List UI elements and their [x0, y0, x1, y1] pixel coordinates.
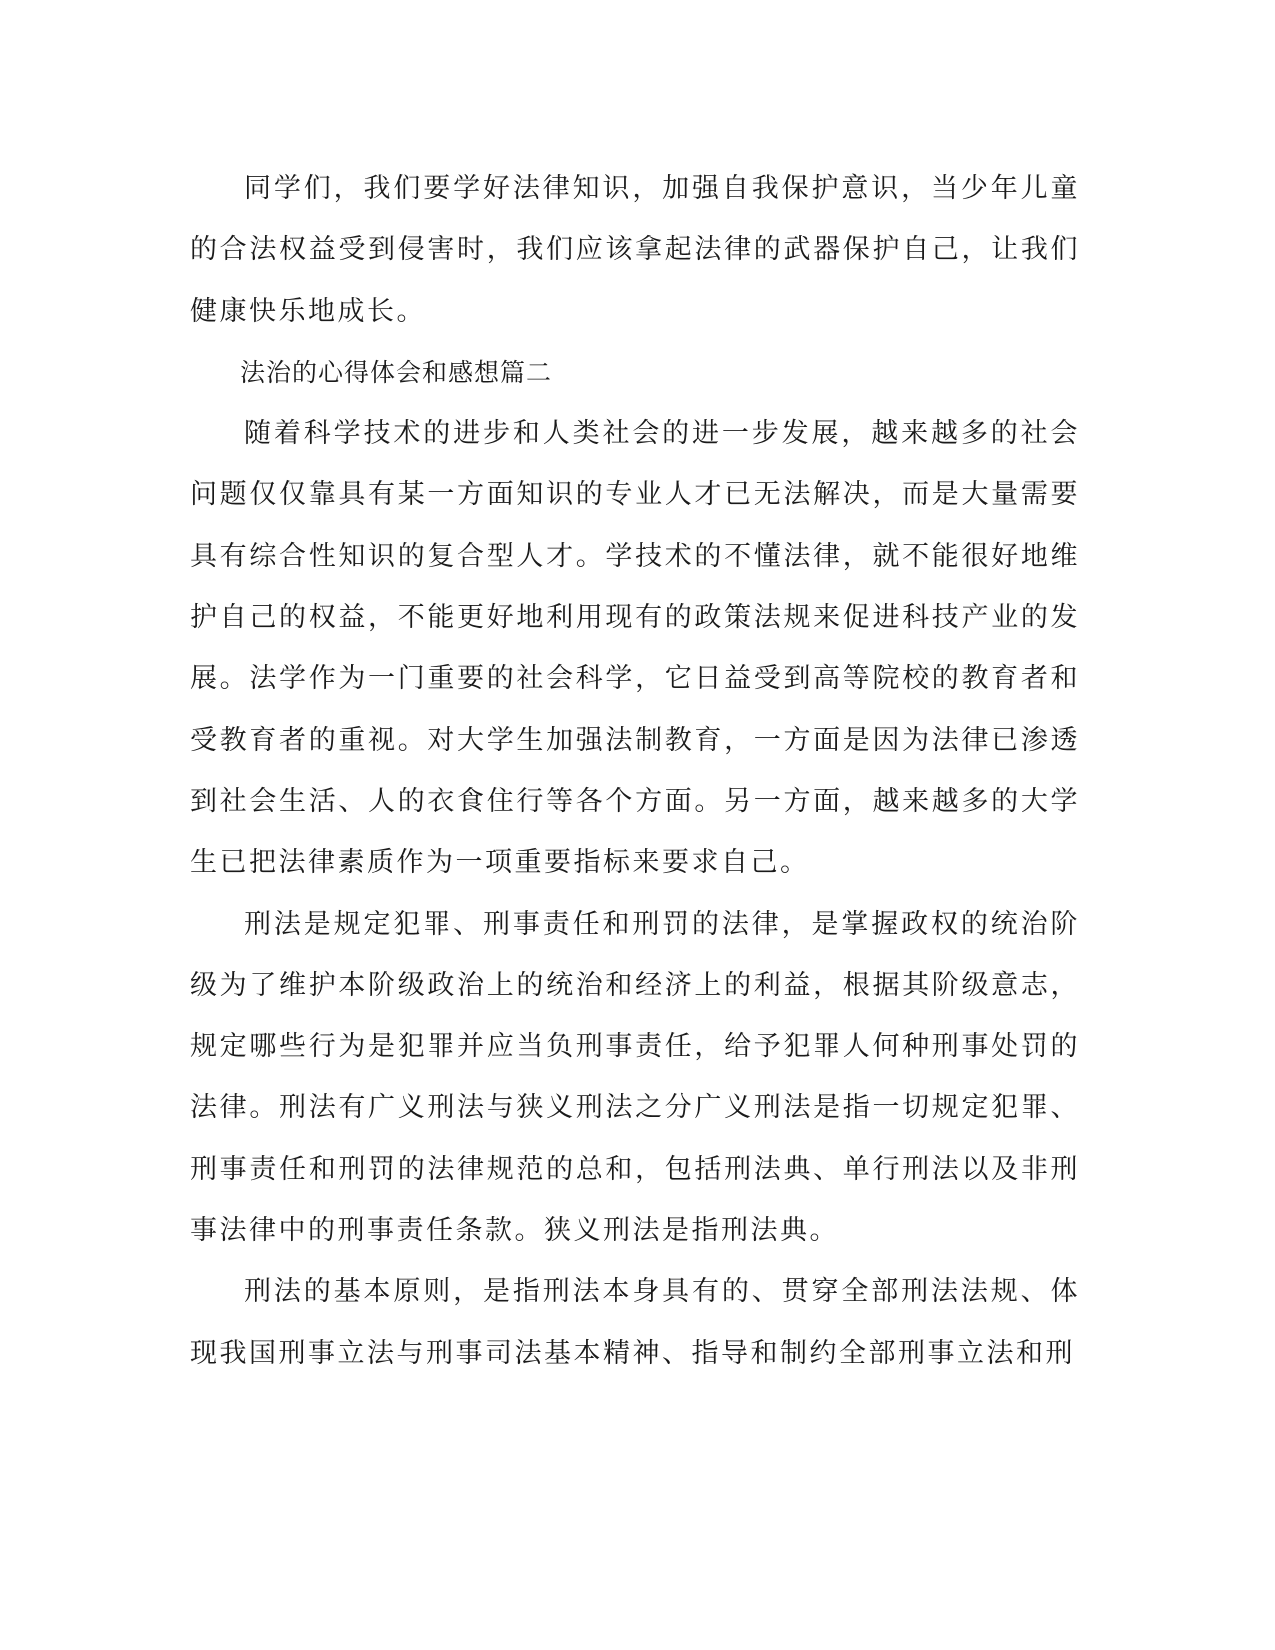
paragraph-2: 随着科学技术的进步和人类社会的进一步发展，越来越多的社会问题仅仅靠具有某一方面知识的专业人才已无法解决，而是大量需要具有综合性知识的复合型人才。学技术的不懂法律，就不能很好地维护自己的权益，不能更好地利用现有的政策法规来促进科技产业的发展。法学作为一门重要的社会科学，它日益受到高等院校的教育者和受教育者的重视。对大学生加强法制教育，一方面是因为法律已渗透到社会生活、人的衣食住行等各个方面。另一方面，越来越多的大学生已把法律素质作为一项重要指标来要求自己。 [190, 418, 1080, 879]
paragraph-1: 同学们，我们要学好法律知识，加强自我保护意识，当少年儿童的合法权益受到侵害时，我们应该拿起法律的武器保护自己，让我们健康快乐地成长。 [190, 173, 1080, 327]
section-heading: 法治的心得体会和感想篇二 [240, 357, 553, 387]
document-body [190, 158, 1080, 1384]
paragraph-3: 刑法是规定犯罪、刑事责任和刑罚的法律，是掌握政权的统治阶级为了维护本阶级政治上的统治和经济上的利益，根据其阶级意志，规定哪些行为是犯罪并应当负刑事责任，给予犯罪人何种刑事处罚的法律。刑法有广义刑法与狭义刑法之分广义刑法是指一切规定犯罪、刑事责任和刑罚的法律规范的总和，包括刑法典、单行刑法以及非刑事法律中的刑事责任条款。狭义刑法是指刑法典。 [190, 908, 1080, 1247]
paragraph-4: 刑法的基本原则，是指刑法本身具有的、贯穿全部刑法法规、体现我国刑事立法与刑事司法基本精神、指导和制约全部刑事立法和刑 [190, 1276, 1080, 1369]
